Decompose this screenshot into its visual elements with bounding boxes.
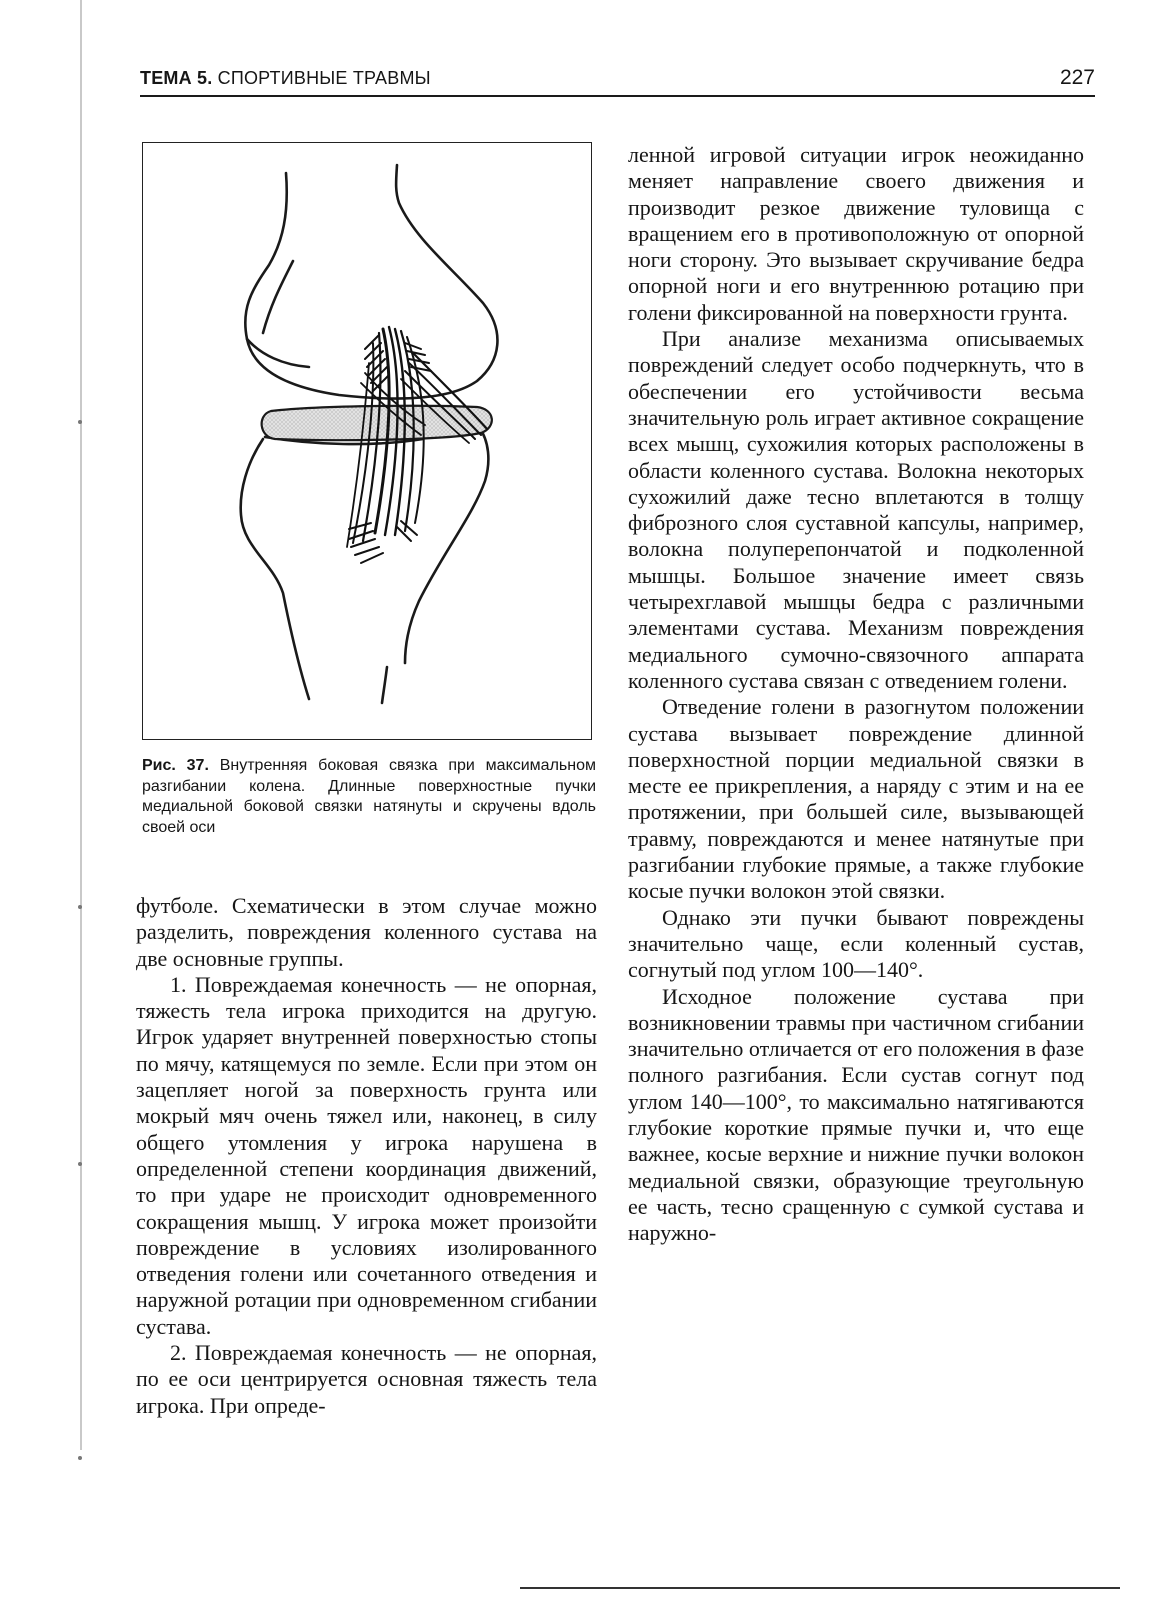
paragraph: футболе. Схематически в этом случае можно разделить, повреждения коленного сустава на две основные группы. xyxy=(136,893,597,971)
paragraph: Отведение голени в разогнутом положении сустава вызывает повреждение длинной поверхностной порции медиальной связки в месте ее прикрепления, а наряду с этим и на ее протяжении, при большей силе, вызывающей травму, повреждаются и менее натянутые при разгибании глубокие прямые, а также глубокие косые пучки волокон этой связки. xyxy=(628,694,1084,904)
tibia-outline-left xyxy=(241,439,309,699)
figure-caption xyxy=(142,756,596,838)
paragraph: 2. Повреждаемая конечность — не опорная, по ее оси центрируется основная тяжесть тела игрока. При опреде- xyxy=(136,1340,597,1418)
paragraph: 1. Повреждаемая конечность — не опорная, тяжесть тела игрока приходится на другую. Игрок ударяет внутренней поверхностью стопы по мячу, катящемуся по земле. Если при этом он зацепляет ногой за поверхность грунта или мокрый мяч очень тяжел или, наконец, в силу общего утомления у игрока нарушена в определенной степени координация движений, то при ударе не происходит одновременного сокращения мышц. У игрока может произойти повреждение в условиях изолированного отведения голени или сочетанного отведения и наружной ротации при одновременном сгибании сустава. xyxy=(136,971,597,1339)
scan-artifact xyxy=(78,420,82,424)
condyle-arc xyxy=(247,339,309,367)
scan-bottom-edge xyxy=(520,1587,1120,1589)
figure-label: Рис. 37. xyxy=(142,757,209,774)
chapter-title xyxy=(140,68,431,89)
condyle-line xyxy=(263,261,293,333)
caption-text: Внутренняя боковая связка при максимальном разгибании колена. Длинные поверхностные пучки медиальной боковой связки натянуты и скручены вдоль своей оси xyxy=(142,757,596,836)
chapter-number: ТЕМА 5. xyxy=(140,68,213,88)
page-binding-edge xyxy=(80,0,82,1450)
knee-ligament-figure xyxy=(142,142,592,740)
paragraph: Однако эти пучки бывают повреждены значительно чаще, если коленный сустав, согнутый под углом 100—140°. xyxy=(628,904,1084,983)
running-header xyxy=(140,65,1095,97)
fibula-hint xyxy=(382,667,387,703)
scan-artifact xyxy=(78,1162,82,1166)
page-number: 227 xyxy=(1059,66,1095,89)
scan-artifact xyxy=(78,1456,82,1460)
knee-illustration xyxy=(143,143,590,738)
scan-artifact xyxy=(78,905,82,909)
paragraph: ленной игровой ситуации игрок неожиданно меняет направление своего движения и производит резкое движение туловища с вращением его в противоположную от опорной ноги сторону. Это вызывает скручивание бедра опорной ноги и его внутреннюю ротацию при голени фиксированной на поверхности грунта. xyxy=(628,142,1084,325)
left-column xyxy=(136,893,597,1419)
tibia-outline-right xyxy=(405,427,488,663)
paragraph: При анализе механизма описываемых повреждений следует особо подчеркнуть, что в обеспечении его устойчивости весьма значительную роль играет активное сокращение всех мышц, сухожилия которых расположены в области коленного сустава. Волокна некоторых сухожилий даже тесно вплетаются в толщу фиброзного слоя суставной капсулы, например, волокна полуперепончатой и подколенной мышцы. Большое значение имеет связь четырехглавой мышцы бедра с различными элементами сустава. Механизм повреждения медиального сумочно-связочного аппарата коленного сустава связан с отведением голени. xyxy=(628,326,1084,693)
paragraph: Исходное положение сустава при возникновении травмы при частичном сгибании значительно отличается от его положения в фазе полного разгибания. Если сустав согнут под углом 140—100°, то максимально натягиваются глубокие короткие прямые пучки и, что еще важнее, косые верхние и нижние пучки волокон медиальной связки, образующие треугольную ее часть, тесно сращенную с сумкой сустава и наружно- xyxy=(628,983,1084,1246)
right-column xyxy=(628,142,1084,1246)
chapter-name: СПОРТИВНЫЕ ТРАВМЫ xyxy=(212,68,431,88)
